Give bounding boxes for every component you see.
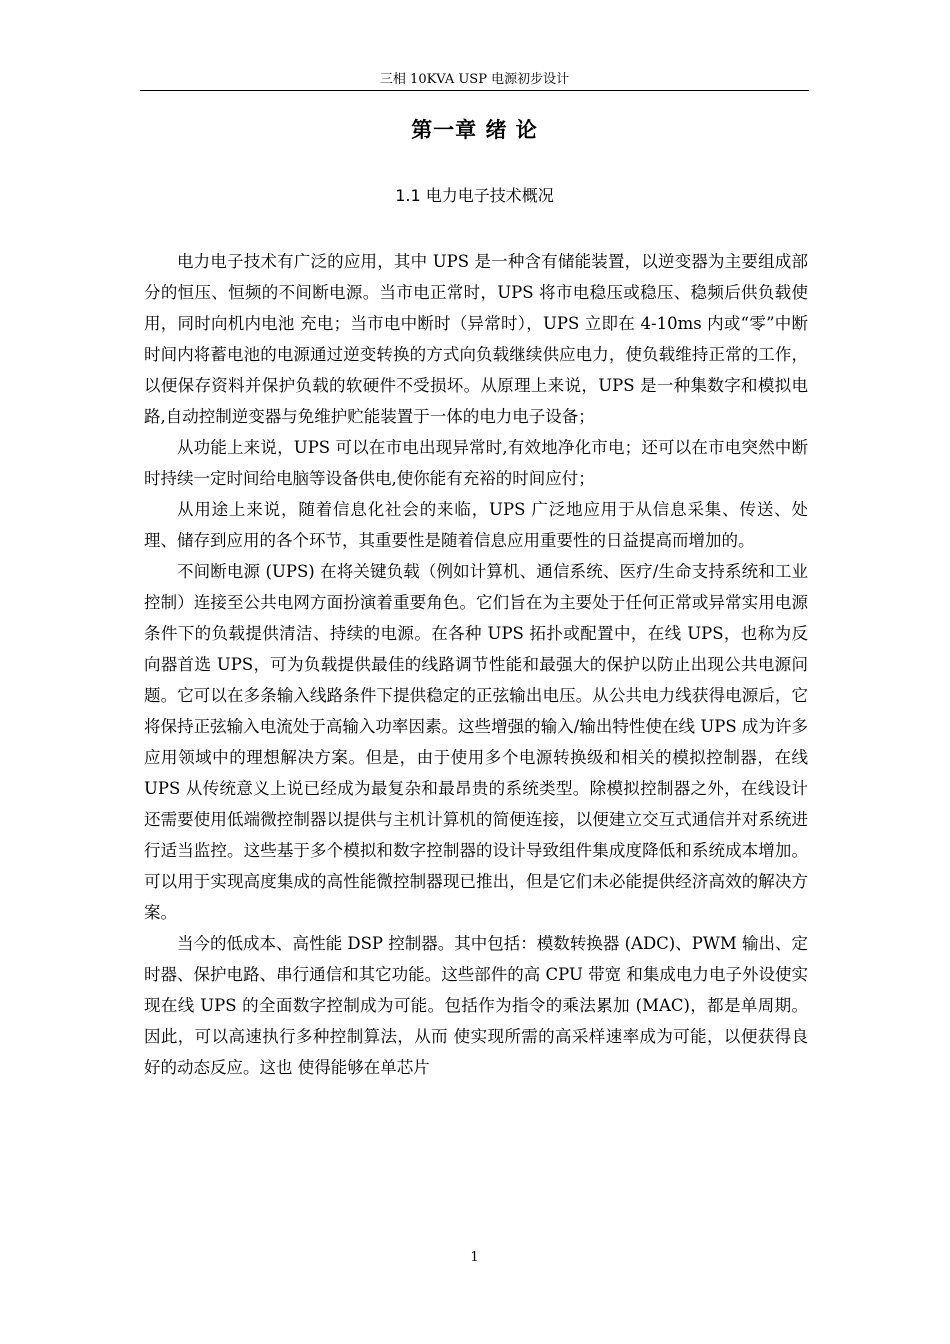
section-title: 1.1 电力电子技术概况 bbox=[395, 186, 554, 205]
paragraph-ups-overview: 电力电子技术有广泛的应用，其中 UPS 是一种含有储能装置，以逆变器为主要组成部分的恒压、恒频的不间断电源。当市电正常时，UPS 将市电稳压或稳压、稳频后供负载使用，同时向机内电池 充电；当市电中断时（异常时），UPS 立即在 4-10ms 内或“零”中断时间内将蓄电池的电源通过逆变转换的方式向负载继续供应电力，使负载维持正常的工作，以便保存资料并保护负载的软硬件不受损坏。从原理上来说，UPS 是一种集数字和模拟电路,自动控制逆变器与免维护贮能装置于一体的电力电子设备； bbox=[144, 252, 808, 426]
paragraph-ups-usage: 从用途上来说，随着信息化社会的来临，UPS 广泛地应用于从信息采集、传送、处理、储存到应用的各个环节，其重要性是随着信息应用重要性的日益提高而增加的。 bbox=[144, 500, 808, 550]
body-text bbox=[144, 246, 808, 1083]
paragraph-ups-function: 从功能上来说，UPS 可以在市电出现异常时,有效地净化市电；还可以在市电突然中断时持续一定时间给电脑等设备供电,使你能有充裕的时间应付； bbox=[144, 438, 808, 488]
running-header: 三相 10KVA USP 电源初步设计 bbox=[379, 72, 570, 87]
paragraph-online-ups: 不间断电源 (UPS) 在将关键负载（例如计算机、通信系统、医疗/生命支持系统和工业控制）连接至公共电网方面扮演着重要角色。它们旨在为主要处于任何正常或异常实用电源条件下的负载提供清洁、持续的电源。在各种 UPS 拓扑或配置中，在线 UPS，也称为反向器首选 UPS，可为负载提供最佳的线路调节性能和最强大的保护以防止出现公共电源问题。它可以在多条输入线路条件下提供稳定的正弦输出电压。从公共电力线获得电源后，它将保持正弦输入电流处于高输入功率因素。这些增强的输入/输出特性使在线 UPS 成为许多应用领域中的理想解决方案。但是，由于使用多个电源转换级和相关的模拟控制器，在线 UPS 从传统意义上说已经成为最复杂和最昂贵的系统类型。除模拟控制器之外，在线设计还需要使用低端微控制器以提供与主机计算机的简便连接，以便建立交互式通信并对系统进行适当监控。这些基于多个模拟和数字控制器的设计导致组件集成度降低和系统成本增加。可以用于实现高度集成的高性能微控制器现已推出，但是它们未必能提供经济高效的解决方案。 bbox=[144, 562, 808, 922]
chapter-title: 第一章 绪 论 bbox=[411, 118, 538, 142]
paragraph-dsp-controller: 当今的低成本、高性能 DSP 控制器。其中包括：模数转换器 (ADC)、PWM 输出、定时器、保护电路、串行通信和其它功能。这些部件的高 CPU 带宽 和集成电力电子外设使实现在线 UPS 的全面数字控制成为可能。包括作为指令的乘法累加 (MAC)，都是单周期。因此，可以高速执行多种控制算法，从而 使实现所需的高采样速率成为可能，以便获得良好的动态反应。这也 使得能够在单芯片 bbox=[144, 934, 808, 1077]
header-divider bbox=[140, 90, 809, 91]
page-number: 1 bbox=[470, 1250, 479, 1265]
